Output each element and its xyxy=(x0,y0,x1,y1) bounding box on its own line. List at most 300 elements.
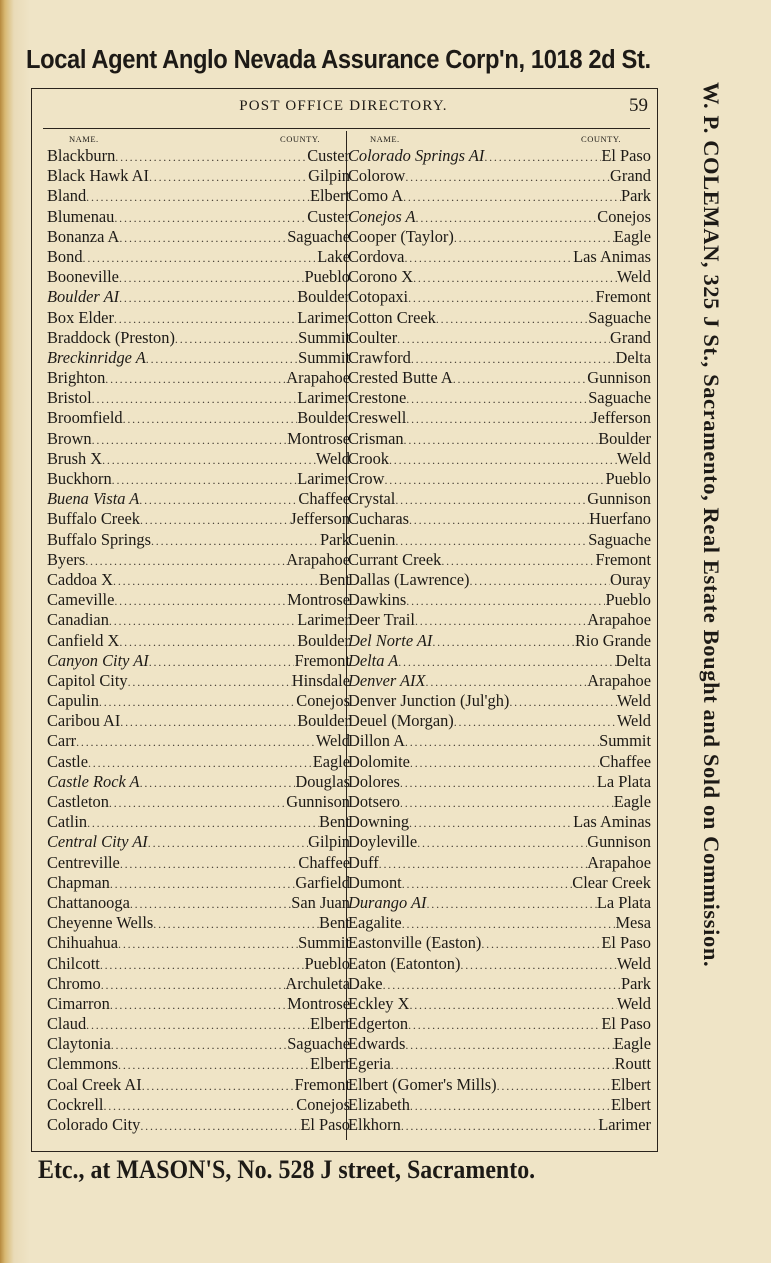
post-office-name: Capulin xyxy=(47,691,99,711)
post-office-name: Crested Butte A xyxy=(348,368,453,388)
county-name: Boulder xyxy=(297,287,350,307)
post-office-name: Crook xyxy=(348,448,389,468)
page-number: 59 xyxy=(629,95,648,116)
directory-entry xyxy=(47,610,350,630)
directory-entry xyxy=(348,247,651,267)
directory-entry xyxy=(47,752,350,772)
post-office-name: Crisman xyxy=(348,428,404,448)
leader-dots xyxy=(114,208,307,227)
directory-entry xyxy=(47,1095,350,1115)
county-name: Gunnison xyxy=(587,832,651,852)
directory-entry xyxy=(47,146,350,166)
leader-dots xyxy=(509,692,616,711)
leader-dots xyxy=(149,167,308,186)
post-office-name: Eaton (Eatonton) xyxy=(348,953,461,973)
post-office-name: Dillon A xyxy=(348,731,405,751)
leader-dots xyxy=(119,268,305,287)
post-office-name: Eckley X xyxy=(348,993,410,1013)
county-name: Fremont xyxy=(595,287,651,307)
leader-dots xyxy=(114,591,287,610)
directory-entry xyxy=(47,348,350,368)
post-office-name: Chromo xyxy=(47,973,101,993)
county-name: Las Aminas xyxy=(573,812,651,832)
county-name: El Paso xyxy=(601,1014,651,1034)
directory-entry xyxy=(348,974,651,994)
post-office-name: Claytonia xyxy=(47,1034,111,1054)
directory-entry xyxy=(348,933,651,953)
post-office-name: Central City AI xyxy=(47,832,148,852)
leader-dots xyxy=(426,894,596,913)
post-office-name: Canyon City AI xyxy=(47,650,149,670)
leader-dots xyxy=(83,248,318,267)
directory-entry xyxy=(47,1054,350,1074)
leader-dots xyxy=(119,228,287,247)
post-office-name: Dallas (Lawrence) xyxy=(348,569,470,589)
leader-dots xyxy=(140,1116,300,1135)
county-name: Weld xyxy=(616,448,651,468)
leader-dots xyxy=(111,1035,287,1054)
county-name: Arapahoe xyxy=(587,852,651,872)
post-office-name: Buffalo Creek xyxy=(47,509,141,529)
directory-entry xyxy=(47,166,350,186)
directory-entry xyxy=(348,570,651,590)
leader-dots xyxy=(409,813,573,832)
leader-dots xyxy=(460,955,616,974)
directory-entry xyxy=(47,812,350,832)
post-office-name: Chihuahua xyxy=(47,933,119,953)
directory-entry xyxy=(47,832,350,852)
directory-entry xyxy=(47,429,350,449)
directory-entry xyxy=(348,146,651,166)
directory-entry xyxy=(47,1115,350,1135)
county-name: Grand xyxy=(610,327,651,347)
county-name: Delta xyxy=(615,650,651,670)
county-name: Delta xyxy=(615,347,651,367)
county-name: Larimer xyxy=(297,388,350,408)
leader-dots xyxy=(115,147,307,166)
directory-entry xyxy=(47,772,350,792)
leader-dots xyxy=(130,894,291,913)
leader-dots xyxy=(405,732,599,751)
directory-entry xyxy=(47,792,350,812)
county-name: Boulder xyxy=(598,428,651,448)
post-office-name: Dake xyxy=(348,973,383,993)
directory-entry xyxy=(348,1115,651,1135)
leader-dots xyxy=(401,1116,598,1135)
leader-dots xyxy=(140,773,296,792)
county-name: Bent xyxy=(319,913,350,933)
directory-entry xyxy=(348,348,651,368)
directory-entry xyxy=(348,853,651,873)
leader-dots xyxy=(110,995,287,1014)
county-name: Bent xyxy=(319,569,350,589)
leader-dots xyxy=(85,551,286,570)
county-name: Eagle xyxy=(613,1034,651,1054)
post-office-name: Castle Rock A xyxy=(47,771,140,791)
post-office-name: Edgerton xyxy=(348,1014,409,1034)
directory-entry xyxy=(47,711,350,731)
leader-dots xyxy=(101,975,286,994)
post-office-name: Bond xyxy=(47,246,83,266)
post-office-name: Colorado City xyxy=(47,1115,141,1134)
directory-entry xyxy=(47,449,350,469)
leader-dots xyxy=(400,773,597,792)
post-office-name: Elkhorn xyxy=(348,1115,401,1134)
top-rule xyxy=(43,128,650,129)
directory-entry xyxy=(348,913,651,933)
leader-dots xyxy=(149,652,295,671)
post-office-name: Coal Creek AI xyxy=(47,1074,142,1094)
post-office-name: Booneville xyxy=(47,267,119,287)
leader-dots xyxy=(484,147,601,166)
county-name: Montrose xyxy=(287,590,350,610)
county-name: Fremont xyxy=(294,1074,350,1094)
post-office-name: Colorado Springs AI xyxy=(348,146,485,165)
county-name: Lake xyxy=(317,246,350,266)
leader-dots xyxy=(109,793,286,812)
county-name: Larimer xyxy=(297,307,350,327)
right-column xyxy=(348,132,651,1135)
directory-entry xyxy=(47,873,350,893)
post-office-name: Buckhorn xyxy=(47,469,112,488)
leader-dots xyxy=(432,632,575,651)
leader-dots xyxy=(86,187,310,206)
directory-entry xyxy=(348,631,651,651)
county-name: Pueblo xyxy=(605,469,651,488)
county-name: Gunnison xyxy=(587,489,651,509)
county-name: La Plata xyxy=(596,892,651,912)
directory-entry xyxy=(348,954,651,974)
leader-dots xyxy=(408,1015,601,1034)
post-office-name: Cameville xyxy=(47,590,115,610)
directory-entry xyxy=(348,731,651,751)
post-office-name: Egeria xyxy=(348,1054,391,1074)
post-office-name: Clemmons xyxy=(47,1054,119,1074)
directory-entry xyxy=(348,1095,651,1115)
post-office-name: Elizabeth xyxy=(348,1094,410,1114)
directory-entry xyxy=(348,469,651,489)
leader-dots xyxy=(404,248,573,267)
post-office-name: Buffalo Springs xyxy=(47,529,151,549)
county-name: Summit xyxy=(298,933,350,953)
directory-entry xyxy=(47,368,350,388)
post-office-name: Deuel (Morgan) xyxy=(348,711,454,731)
directory-entry xyxy=(348,1034,651,1054)
county-name: Eagle xyxy=(613,226,651,246)
post-office-name: Cimarron xyxy=(47,993,110,1013)
county-name: Jefferson xyxy=(290,509,350,529)
county-name: Elbert xyxy=(309,186,350,206)
post-office-name: Cotton Creek xyxy=(348,307,436,327)
county-name: Clear Creek xyxy=(572,872,651,892)
post-office-name: Cuenin xyxy=(348,529,396,549)
county-header: COUNTY. xyxy=(581,134,621,144)
county-name: Ouray xyxy=(610,569,651,589)
post-office-name: Dotsero xyxy=(348,792,400,811)
post-office-name: Conejos A xyxy=(348,206,416,226)
leader-dots xyxy=(87,813,319,832)
leader-dots xyxy=(100,955,305,974)
leader-dots xyxy=(114,309,297,328)
post-office-name: Claud xyxy=(47,1014,87,1034)
county-name: Summit xyxy=(599,731,651,751)
post-office-name: Eastonville (Easton) xyxy=(348,933,482,953)
leader-dots xyxy=(454,712,617,731)
post-office-name: Byers xyxy=(47,549,86,569)
post-office-name: Denver Junction (Jul'gh) xyxy=(348,691,510,711)
directory-entry xyxy=(47,186,350,206)
post-office-name: Cordova xyxy=(348,246,405,266)
leader-dots xyxy=(416,208,598,227)
directory-entry xyxy=(348,893,651,913)
post-office-name: Box Elder xyxy=(47,307,114,327)
leader-dots xyxy=(118,934,298,953)
post-office-name: Downing xyxy=(348,812,410,832)
leader-dots xyxy=(405,167,610,186)
county-name: Mesa xyxy=(615,913,651,933)
directory-entry xyxy=(47,469,350,489)
directory-entry xyxy=(348,610,651,630)
directory-entry xyxy=(47,631,350,651)
county-name: Conejos xyxy=(296,1094,350,1114)
post-office-name: Cucharas xyxy=(348,509,409,529)
leader-dots xyxy=(454,228,614,247)
leader-dots xyxy=(481,934,601,953)
post-office-name: Brighton xyxy=(47,368,106,388)
leader-dots xyxy=(119,288,297,307)
leader-dots xyxy=(411,349,616,368)
column-header xyxy=(47,132,350,146)
leader-dots xyxy=(88,753,313,772)
post-office-name: Doyleville xyxy=(348,832,418,852)
directory-entry xyxy=(348,368,651,388)
leader-dots xyxy=(409,995,616,1014)
leader-dots xyxy=(383,975,621,994)
county-name: Bent xyxy=(319,812,350,832)
directory-entry xyxy=(348,590,651,610)
county-name: Arapahoe xyxy=(587,670,651,690)
post-office-name: Creswell xyxy=(348,408,407,428)
county-name: Grand xyxy=(610,166,651,186)
county-name: Custer xyxy=(307,206,350,226)
county-name: Routt xyxy=(614,1054,651,1074)
post-office-name: Elbert (Gomer's Mills) xyxy=(348,1074,497,1094)
post-office-name: Crestone xyxy=(348,388,407,408)
leader-dots xyxy=(406,389,588,408)
post-office-name: Bonanza A xyxy=(47,226,120,246)
post-office-name: Duff xyxy=(348,852,379,872)
directory-entry xyxy=(47,550,350,570)
county-name: Chaffee xyxy=(599,751,651,771)
directory-entry xyxy=(47,1075,350,1095)
leader-dots xyxy=(120,712,297,731)
directory-entry xyxy=(348,691,651,711)
directory-entry xyxy=(47,207,350,227)
county-name: Boulder xyxy=(297,711,350,731)
directory-entry xyxy=(348,711,651,731)
leader-dots xyxy=(120,854,299,873)
directory-entry xyxy=(348,509,651,529)
county-name: Pueblo xyxy=(304,953,350,973)
post-office-name: Dumont xyxy=(348,872,402,892)
county-name: Arapahoe xyxy=(587,610,651,630)
directory-entry xyxy=(47,308,350,328)
leader-dots xyxy=(118,1055,310,1074)
post-office-name: Bristol xyxy=(47,388,92,408)
directory-entry xyxy=(47,954,350,974)
county-name: Fremont xyxy=(595,549,651,569)
leader-dots xyxy=(410,753,600,772)
county-name: Larimer xyxy=(297,610,350,630)
directory-entry xyxy=(47,287,350,307)
directory-entry xyxy=(348,207,651,227)
directory-entry xyxy=(47,267,350,287)
directory-entry xyxy=(348,994,651,1014)
directory-entry xyxy=(47,590,350,610)
directory-entry xyxy=(47,489,350,509)
post-office-name: Braddock (Preston) xyxy=(47,327,175,347)
county-name: Summit xyxy=(298,327,350,347)
directory-entry xyxy=(47,974,350,994)
left-column xyxy=(47,132,350,1135)
post-office-name: Centreville xyxy=(47,852,120,872)
post-office-name: Chilcott xyxy=(47,953,100,973)
county-name: Eagle xyxy=(613,792,651,811)
directory-entry xyxy=(348,308,651,328)
directory-entry xyxy=(348,651,651,671)
post-office-name: Brush X xyxy=(47,448,103,468)
county-name: Gunnison xyxy=(587,368,651,388)
directory-entry xyxy=(47,227,350,247)
county-name: Weld xyxy=(315,448,350,468)
post-office-name: Coulter xyxy=(348,327,398,347)
leader-dots xyxy=(405,1035,613,1054)
leader-dots xyxy=(403,187,621,206)
post-office-name: Cooper (Taylor) xyxy=(348,226,454,246)
county-name: Conejos xyxy=(597,206,651,226)
running-title: POST OFFICE DIRECTORY. xyxy=(239,98,448,114)
leader-dots xyxy=(406,409,591,428)
directory-entry xyxy=(348,832,651,852)
county-name: El Paso xyxy=(300,1115,350,1134)
county-name: Saguache xyxy=(287,1034,350,1054)
leader-dots xyxy=(470,571,611,590)
leader-dots xyxy=(413,268,617,287)
directory-entry xyxy=(47,994,350,1014)
leader-dots xyxy=(140,510,290,529)
post-office-name: Currant Creek xyxy=(348,549,442,569)
directory-entry xyxy=(348,388,651,408)
post-office-name: Catlin xyxy=(47,812,88,832)
county-name: Elbert xyxy=(309,1054,350,1074)
post-office-name: Castleton xyxy=(47,792,109,811)
county-name: Weld xyxy=(616,993,651,1013)
directory-entry xyxy=(47,328,350,348)
leader-dots xyxy=(497,1076,611,1095)
leader-dots xyxy=(408,288,595,307)
post-office-name: Cheyenne Wells xyxy=(47,913,154,933)
directory-entry xyxy=(348,1014,651,1034)
leader-dots xyxy=(119,632,297,651)
leader-dots xyxy=(398,652,615,671)
leader-dots xyxy=(102,450,316,469)
post-office-name: Dolomite xyxy=(348,751,410,771)
county-name: Eagle xyxy=(312,751,350,771)
leader-dots xyxy=(384,470,605,489)
leader-dots xyxy=(406,591,605,610)
leader-dots xyxy=(128,672,292,691)
county-name: Weld xyxy=(616,953,651,973)
county-name: Las Animas xyxy=(573,246,651,266)
leader-dots xyxy=(113,571,319,590)
directory-entry xyxy=(47,388,350,408)
county-name: Elbert xyxy=(610,1074,651,1094)
leader-dots xyxy=(395,531,588,550)
county-name: Archuleta xyxy=(285,973,350,993)
county-name: Montrose xyxy=(287,993,350,1013)
county-name: Saguache xyxy=(588,307,651,327)
county-name: Park xyxy=(620,186,651,206)
directory-entry xyxy=(47,731,350,751)
leader-dots xyxy=(151,531,320,550)
post-office-name: Black Hawk AI xyxy=(47,166,149,186)
leader-dots xyxy=(103,1096,296,1115)
post-office-name: Edwards xyxy=(348,1034,406,1054)
post-office-name: Del Norte AI xyxy=(348,630,433,650)
directory-entry xyxy=(348,671,651,691)
county-name: Summit xyxy=(298,347,350,367)
post-office-name: Durango AI xyxy=(348,892,427,912)
county-name: Rio Grande xyxy=(574,630,651,650)
county-name: Pueblo xyxy=(605,590,651,610)
county-name: Park xyxy=(620,973,651,993)
directory-entry xyxy=(348,530,651,550)
leader-dots xyxy=(86,1015,310,1034)
directory-entry xyxy=(47,671,350,691)
directory-entry xyxy=(348,489,651,509)
name-header: NAME. xyxy=(69,134,99,144)
county-name: Chaffee xyxy=(298,852,350,872)
county-name: Garfield xyxy=(295,872,350,892)
directory-entry xyxy=(47,933,350,953)
directory-entry xyxy=(348,429,651,449)
post-office-name: Cockrell xyxy=(47,1094,104,1114)
leader-dots xyxy=(112,470,298,489)
directory-entry xyxy=(348,550,651,570)
post-office-name: Canadian xyxy=(47,610,109,630)
leader-dots xyxy=(153,914,319,933)
county-name: Arapahoe xyxy=(286,368,350,388)
county-name: Weld xyxy=(616,711,651,731)
leader-dots xyxy=(76,732,316,751)
post-office-name: Eagalite xyxy=(348,913,402,933)
leader-dots xyxy=(92,389,298,408)
county-name: Conejos xyxy=(296,691,350,711)
county-name: Hinsdale xyxy=(291,670,350,690)
name-header: NAME. xyxy=(370,134,400,144)
county-name: Weld xyxy=(616,267,651,287)
post-office-name: Brown xyxy=(47,428,92,448)
directory-entry xyxy=(47,913,350,933)
post-office-name: Dawkins xyxy=(348,590,407,610)
leader-dots xyxy=(441,551,595,570)
post-office-name: Deer Trail xyxy=(348,610,415,630)
directory-entry xyxy=(348,186,651,206)
directory-entry xyxy=(348,792,651,812)
leader-dots xyxy=(395,490,587,509)
post-office-name: Caribou AI xyxy=(47,711,121,731)
directory-entry xyxy=(47,691,350,711)
